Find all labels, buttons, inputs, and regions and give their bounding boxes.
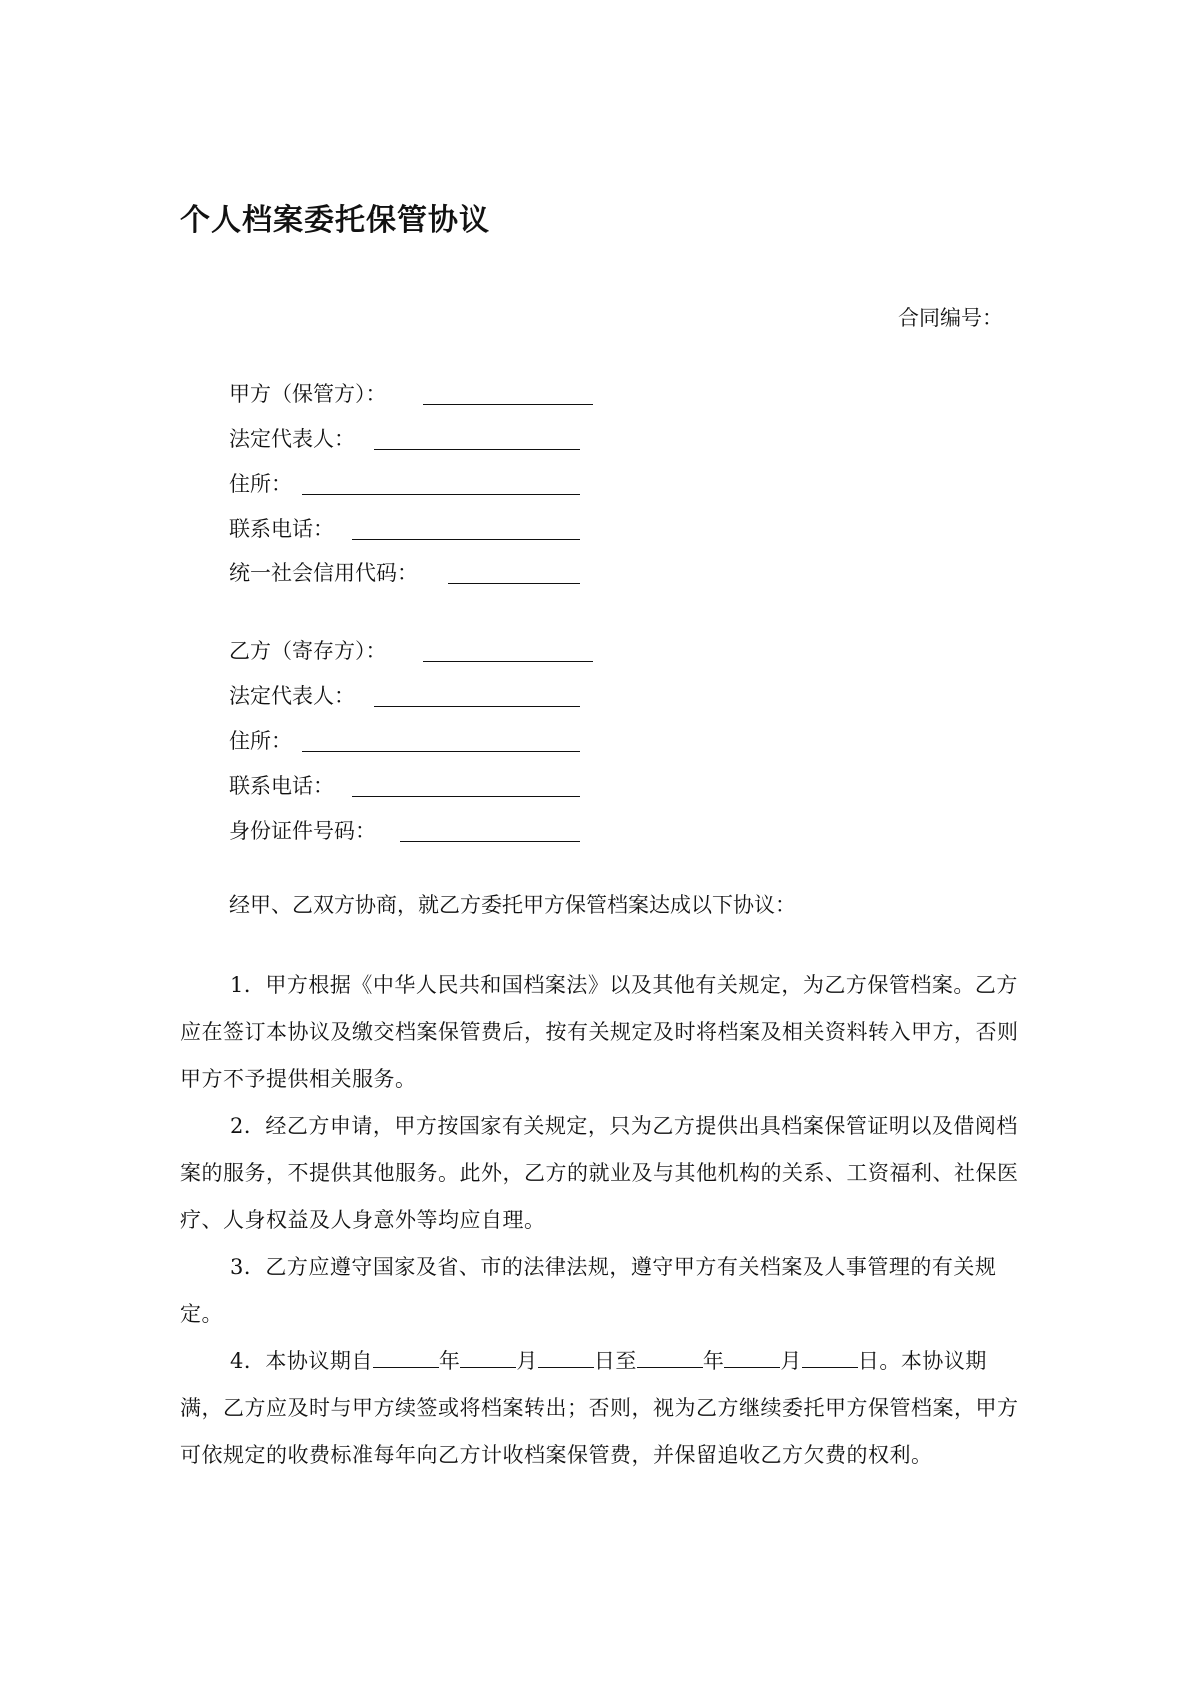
clause-4-number: 4．	[230, 1349, 266, 1373]
party-b-phone-field[interactable]	[352, 796, 580, 797]
party-b-name-field[interactable]	[423, 661, 593, 662]
start-day-label: 日至	[593, 1349, 637, 1373]
clause-4-rest-text: 本协议期满，乙方应及时与甲方续签或将档案转出；否则，视为乙方继续委托甲方保管档案，甲方可依规定的收费标准每年向乙方计收档案保管费，并保留追收乙方欠费的权利。	[180, 1349, 1019, 1467]
party-b-name-label: 乙方（寄存方）：	[229, 639, 387, 663]
start-month-blank[interactable]	[460, 1347, 516, 1368]
party-a-credit-code-field[interactable]	[448, 583, 580, 584]
clause-3-number: 3．	[230, 1255, 266, 1279]
start-day-blank[interactable]	[538, 1347, 594, 1368]
party-b-rep-label: 法定代表人：	[229, 684, 355, 708]
party-a-credit-code-label: 统一社会信用代码：	[229, 561, 418, 585]
party-a-phone-field[interactable]	[352, 539, 580, 540]
party-b-id-label: 身份证件号码：	[229, 819, 376, 843]
document-title: 个人档案委托保管协议	[180, 203, 490, 238]
end-month-blank[interactable]	[724, 1347, 780, 1368]
clause-3	[180, 1244, 1020, 1338]
contract-number-label: 合同编号：	[898, 306, 1003, 330]
end-day-blank[interactable]	[802, 1347, 858, 1368]
clause-3-text: 乙方应遵守国家及省、市的法律法规，遵守甲方有关档案及人事管理的有关规定。	[180, 1255, 997, 1326]
start-year-blank[interactable]	[373, 1347, 439, 1368]
party-b-address-label: 住所：	[229, 729, 292, 753]
clause-1-text: 甲方根据《中华人民共和国档案法》以及其他有关规定，为乙方保管档案。乙方应在签订本协议及缴交档案保管费后，按有关规定及时将档案及相关资料转入甲方，否则甲方不予提供相关服务。	[180, 973, 1019, 1091]
party-a-address-label: 住所：	[229, 472, 292, 496]
party-a-rep-field[interactable]	[374, 449, 580, 450]
clause-1	[180, 962, 1020, 1103]
party-b-id-field[interactable]	[400, 841, 580, 842]
clause-2-text: 经乙方申请，甲方按国家有关规定，只为乙方提供出具档案保管证明以及借阅档案的服务，不提供其他服务。此外，乙方的就业及与其他机构的关系、工资福利、社保医疗、人身权益及人身意外等均应自理。	[180, 1114, 1019, 1232]
party-a-name-label: 甲方（保管方）：	[229, 382, 387, 406]
party-b-rep-field[interactable]	[374, 706, 580, 707]
end-day-label: 日。	[857, 1349, 901, 1373]
start-year-label: 年	[438, 1349, 461, 1373]
party-a-address-field[interactable]	[302, 494, 580, 495]
end-year-label: 年	[702, 1349, 725, 1373]
start-month-label: 月	[516, 1349, 538, 1373]
party-a-phone-label: 联系电话：	[229, 517, 334, 541]
agreement-intro: 经甲、乙双方协商，就乙方委托甲方保管档案达成以下协议：	[229, 893, 796, 917]
clause-4	[180, 1338, 1020, 1479]
clause-2-number: 2．	[230, 1114, 266, 1138]
party-b-phone-label: 联系电话：	[229, 774, 334, 798]
clause-4-start-text: 本协议期自	[265, 1349, 373, 1373]
party-a-name-field[interactable]	[423, 404, 593, 405]
party-b-address-field[interactable]	[302, 751, 580, 752]
end-year-blank[interactable]	[637, 1347, 703, 1368]
end-month-label: 月	[780, 1349, 802, 1373]
clause-1-number: 1．	[230, 973, 266, 997]
clause-2	[180, 1103, 1020, 1244]
party-a-rep-label: 法定代表人：	[229, 427, 355, 451]
